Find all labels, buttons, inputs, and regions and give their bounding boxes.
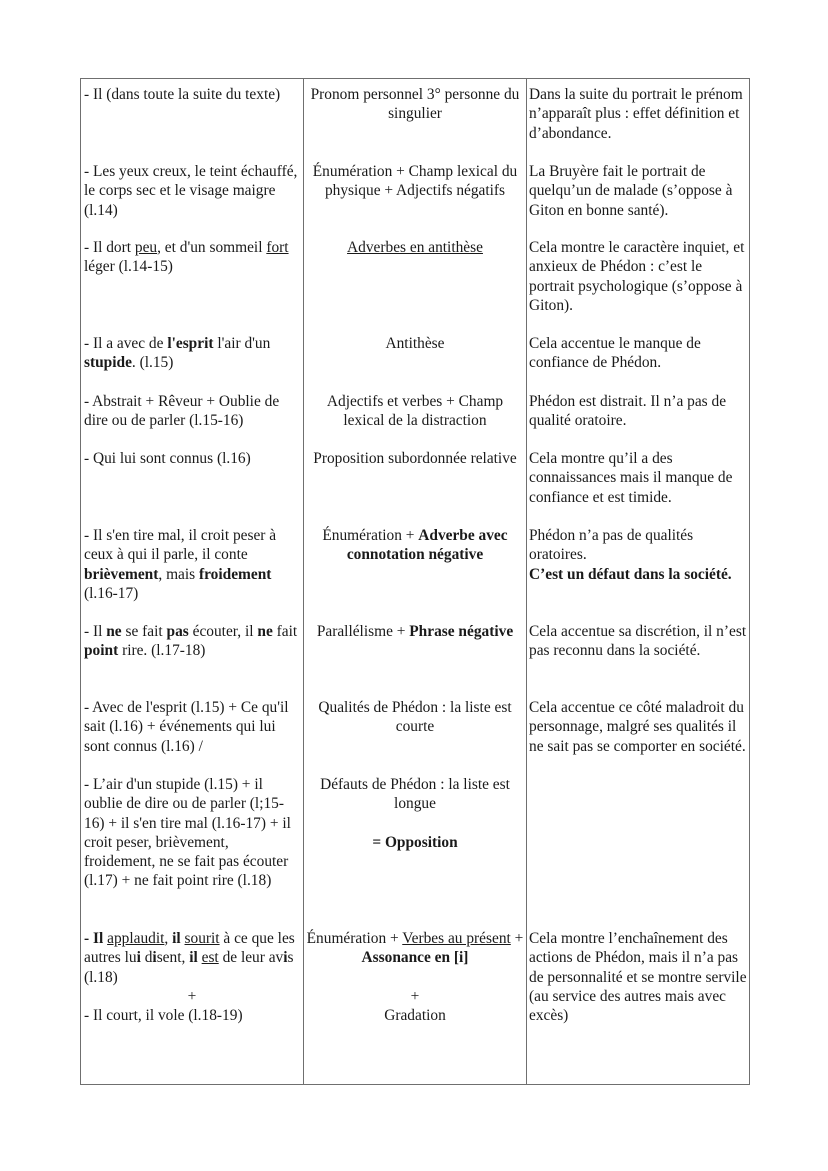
bold-text: = Opposition [372, 833, 458, 851]
cell-paragraph [306, 85, 524, 124]
cell-paragraph [529, 622, 750, 661]
bold-text: C’est un défaut dans la société. [529, 565, 732, 583]
cell-interpretation [529, 526, 747, 584]
bold-text: ne [257, 623, 273, 640]
text-run: Dans la suite du portrait le prénom n’apparaît plus : effet définition et d’abondance. [529, 86, 747, 142]
cell-paragraph [306, 775, 524, 814]
text-run: Cela accentue sa discrétion, il n’est pas reconnu dans la société. [529, 623, 750, 660]
text-run: s (l.18) [84, 949, 298, 986]
text-run: Cela montre qu’il a des connaissances mais il manque de confiance et est timide. [529, 450, 737, 506]
text-run: d [140, 949, 153, 967]
text-run: - Il (dans toute la suite du texte) [84, 86, 281, 103]
cell-procede [306, 334, 524, 353]
text-run: Parallélisme + [316, 623, 410, 640]
cell-quote [84, 622, 300, 661]
cell-paragraph [306, 814, 524, 833]
text-run: + [187, 987, 197, 1005]
cell-procede [306, 162, 524, 201]
text-run: Antithèse [385, 335, 445, 352]
text-run: , et d'un sommeil [157, 239, 267, 256]
underlined-text: fort [266, 239, 289, 256]
text-run: (l.16-17) [84, 565, 276, 602]
cell-procede [306, 526, 524, 565]
cell-paragraph [306, 622, 524, 641]
bold-text: Phrase négative [409, 623, 514, 640]
cell-procede [306, 622, 524, 641]
text-run: Pronom personnel 3° personne du singulier [310, 86, 524, 123]
bold-text: i [136, 949, 141, 967]
text-run: de leur av [218, 949, 284, 967]
bold-text: - I [84, 930, 99, 947]
cell-paragraph [306, 449, 524, 468]
bold-text: l'esprit [167, 335, 214, 352]
text-run: se fait [121, 623, 167, 640]
underlined-text: Verbes au présent [402, 930, 511, 947]
cell-quote [84, 238, 300, 277]
cell-quote [84, 162, 300, 220]
bold-text: i [283, 949, 288, 967]
text-run: écouter, il [188, 623, 258, 640]
cell-interpretation [529, 929, 751, 1025]
cell-paragraph [84, 392, 300, 431]
cell-interpretation [529, 85, 747, 143]
cell-paragraph [84, 449, 300, 468]
cell-paragraph [84, 929, 300, 987]
cell-paragraph [84, 698, 300, 756]
text-run: à ce que les autres lu [84, 930, 299, 967]
bold-text: i [152, 949, 157, 967]
underlined-text: Adverbes en antithèse [347, 239, 483, 256]
cell-paragraph [84, 775, 300, 891]
cell-paragraph [84, 334, 300, 373]
cell-paragraph [306, 162, 524, 201]
cell-paragraph [529, 449, 747, 507]
cell-quote [84, 929, 300, 1025]
cell-paragraph [306, 392, 524, 431]
text-run: - Il [84, 623, 107, 640]
cell-procede [306, 449, 524, 468]
cell-paragraph [84, 162, 300, 220]
cell-procede [306, 85, 524, 124]
bold-text: il [172, 930, 181, 947]
text-run: Défauts de Phédon : la liste est longue [320, 776, 514, 813]
underlined-text: applaudit [107, 930, 165, 947]
text-run: Énumération + Champ lexical du physique + Adjectifs négatifs [312, 163, 522, 200]
text-run: Gradation [384, 1007, 446, 1025]
cell-quote [84, 85, 300, 104]
cell-paragraph [529, 238, 747, 315]
text-run: - Les yeux creux, le teint échauffé, le corps sec et le visage maigre (l.14) [84, 163, 302, 219]
cell-quote [84, 526, 300, 603]
cell-interpretation [529, 162, 747, 220]
cell-paragraph [529, 929, 751, 1025]
text-run: Phédon n’a pas de qualités oratoires. [529, 527, 697, 564]
cell-procede [306, 929, 528, 1025]
text-run: + [410, 987, 420, 1005]
text-run: l'air d'un [213, 335, 275, 352]
cell-quote [84, 334, 300, 373]
cell-paragraph [306, 238, 524, 257]
cell-paragraph [529, 565, 747, 584]
cell-interpretation [529, 698, 747, 756]
text-run: Phédon est distrait. Il n’a pas de qualité oratoire. [529, 393, 730, 430]
text-run: - Il dort [84, 239, 135, 256]
text-run: + [510, 930, 528, 947]
text-run: - Avec de l'esprit (l.15) + Ce qu'il sait (l.16) + événements qui lui sont connus (l.16) / [84, 699, 293, 755]
bold-text: Adverbe avec connotation négative [346, 527, 512, 564]
text-run: - Abstrait + Rêveur + Oublie de dire ou de parler (l.15-16) [84, 393, 284, 430]
bold-text: froidement [199, 565, 272, 583]
cell-paragraph [306, 968, 524, 987]
text-run: Proposition subordonnée relative [313, 450, 517, 467]
text-run: , mais [158, 565, 199, 583]
text-run: Qualités de Phédon : la liste est courte [318, 699, 516, 736]
cell-procede [306, 392, 524, 431]
text-run: Adjectifs et verbes + Champ lexical de la distraction [326, 393, 507, 430]
cell-paragraph [529, 85, 747, 143]
text-run: Cela montre l’enchaînement des actions de Phédon, mais il n’a pas de personnalité et se montre servile (au service des autres mais avec excès) [529, 930, 751, 1025]
cell-interpretation [529, 392, 747, 431]
cell-paragraph [529, 526, 747, 565]
cell-quote [84, 775, 300, 891]
cell-paragraph [306, 526, 524, 565]
cell-procede [306, 698, 524, 737]
cell-paragraph [84, 622, 300, 661]
cell-paragraph [529, 162, 747, 220]
text-run: - Il a avec de [84, 335, 168, 352]
bold-text: brièvement [84, 565, 159, 583]
text-run: Cela montre le caractère inquiet, et anxieux de Phédon : c’est le portrait psychologique (s’oppose à Giton). [529, 239, 749, 314]
cell-interpretation [529, 334, 747, 373]
analysis-table [80, 78, 750, 1085]
cell-paragraph [529, 698, 747, 756]
cell-paragraph [306, 698, 524, 737]
cell-paragraph [84, 238, 300, 277]
text-run: Énumération + [306, 930, 403, 947]
text-run: - Qui lui sont connus (l.16) [84, 450, 251, 467]
cell-paragraph [306, 833, 524, 852]
text-run: - Il s'en tire mal, il croit peser à ceux à qui il parle, il conte [84, 527, 280, 564]
text-run: - Il court, il vole (l.18-19) [84, 1007, 243, 1025]
text-run: , [164, 930, 173, 947]
column-divider [303, 79, 304, 1084]
bold-text: pas [166, 623, 189, 640]
bold-text: ne [106, 623, 122, 640]
text-run: - L’air d'un stupide (l.15) + il oublie de dire ou de parler (l;15-16) + il s'en tire mal (l.16-17) + il croit peser, brièvement, froidement, ne se fait pas écouter (l.17) + ne fait point rire (l.18) [84, 776, 295, 890]
cell-quote [84, 392, 300, 431]
cell-paragraph [84, 526, 300, 603]
text-run: . (l.15) [131, 354, 174, 372]
cell-paragraph [306, 1006, 524, 1025]
cell-paragraph [306, 987, 524, 1006]
text-run: sent, [156, 949, 190, 967]
cell-interpretation [529, 449, 747, 507]
cell-paragraph [529, 334, 747, 373]
cell-paragraph [84, 85, 300, 104]
text-run: léger (l.14-15) [84, 239, 293, 276]
cell-quote [84, 698, 300, 756]
text-run: fait [272, 623, 302, 640]
cell-procede [306, 238, 524, 257]
bold-text: l [98, 930, 104, 947]
bold-text: il [189, 949, 198, 967]
cell-interpretation [529, 238, 747, 315]
cell-paragraph [529, 392, 747, 431]
text-run: La Bruyère fait le portrait de quelqu’un de malade (s’oppose à Giton en bonne santé). [529, 163, 737, 219]
bold-text: stupide [84, 354, 132, 372]
bold-text: Assonance en [i] [361, 949, 469, 967]
cell-procede [306, 775, 524, 852]
bold-text: point [84, 642, 119, 660]
underlined-text: sourit [184, 930, 220, 947]
text-run: Énumération + [322, 527, 419, 544]
cell-paragraph [306, 334, 524, 353]
cell-paragraph [84, 1006, 300, 1025]
text-run: rire. (l.17-18) [118, 642, 206, 660]
text-run: Cela accentue ce côté maladroit du personnage, malgré ses qualités il ne sait pas se comporter en société. [529, 699, 748, 755]
cell-quote [84, 449, 300, 468]
cell-interpretation [529, 622, 750, 661]
underlined-text: peu [134, 239, 158, 256]
cell-paragraph [84, 987, 300, 1006]
underlined-text: est [201, 949, 219, 967]
text-run: Cela accentue le manque de confiance de Phédon. [529, 335, 705, 372]
cell-paragraph [306, 929, 528, 968]
